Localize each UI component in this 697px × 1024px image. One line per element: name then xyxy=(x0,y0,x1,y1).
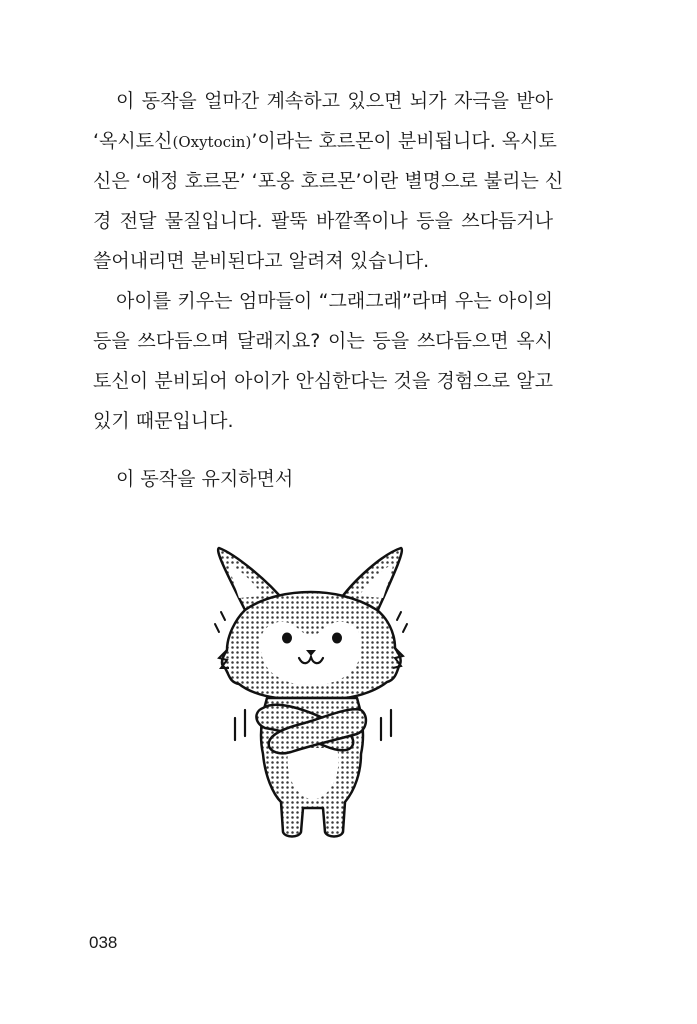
paragraph-2-line-1: 아이를 키우는 엄마들이 “그래그래”라며 우는 아이의 xyxy=(116,290,553,312)
paragraph-1-line-3: 신은 ‘애정 호르몬’ ‘포옹 호르몬’이란 별명으로 불리는 신 xyxy=(93,170,564,192)
paragraph-1-line-4: 경 전달 물질입니다. 팔뚝 바깥쪽이나 등을 쓰다듬거나 xyxy=(93,210,553,232)
motion-lines-right xyxy=(381,710,391,740)
motion-lines-left xyxy=(235,710,245,740)
paragraph-2-line-2: 등을 쓰다듬으며 달래지요? 이는 등을 쓰다듬으면 옥시 xyxy=(93,330,553,352)
section-subheading: 이 동작을 유지하면서 xyxy=(116,468,294,490)
paragraph-1-line-1: 이 동작을 얼마간 계속하고 있으면 뇌가 자극을 받아 xyxy=(116,90,553,112)
oxytocin-quote-end: ’이라는 호르몬이 분비됩니다. 옥시토 xyxy=(251,130,557,152)
right-eye xyxy=(332,633,342,644)
motion-lines-top-right xyxy=(397,612,407,632)
paragraph-2-line-3: 토신이 분비되어 아이가 안심한다는 것을 경험으로 알고 xyxy=(93,370,553,392)
oxytocin-latin: (Oxytocin) xyxy=(172,133,252,151)
paragraph-1-line-5: 쓸어내리면 분비된다고 알려져 있습니다. xyxy=(93,250,430,272)
motion-lines-top-left xyxy=(215,612,225,632)
paragraph-1-line-2 xyxy=(93,128,557,155)
left-eye xyxy=(282,633,292,644)
paragraph-2-line-4: 있기 때문입니다. xyxy=(93,410,234,432)
page-number: 038 xyxy=(89,933,118,952)
dog-hugging-illustration xyxy=(205,540,420,845)
oxytocin-quote-start: ‘옥시토신 xyxy=(93,130,173,152)
